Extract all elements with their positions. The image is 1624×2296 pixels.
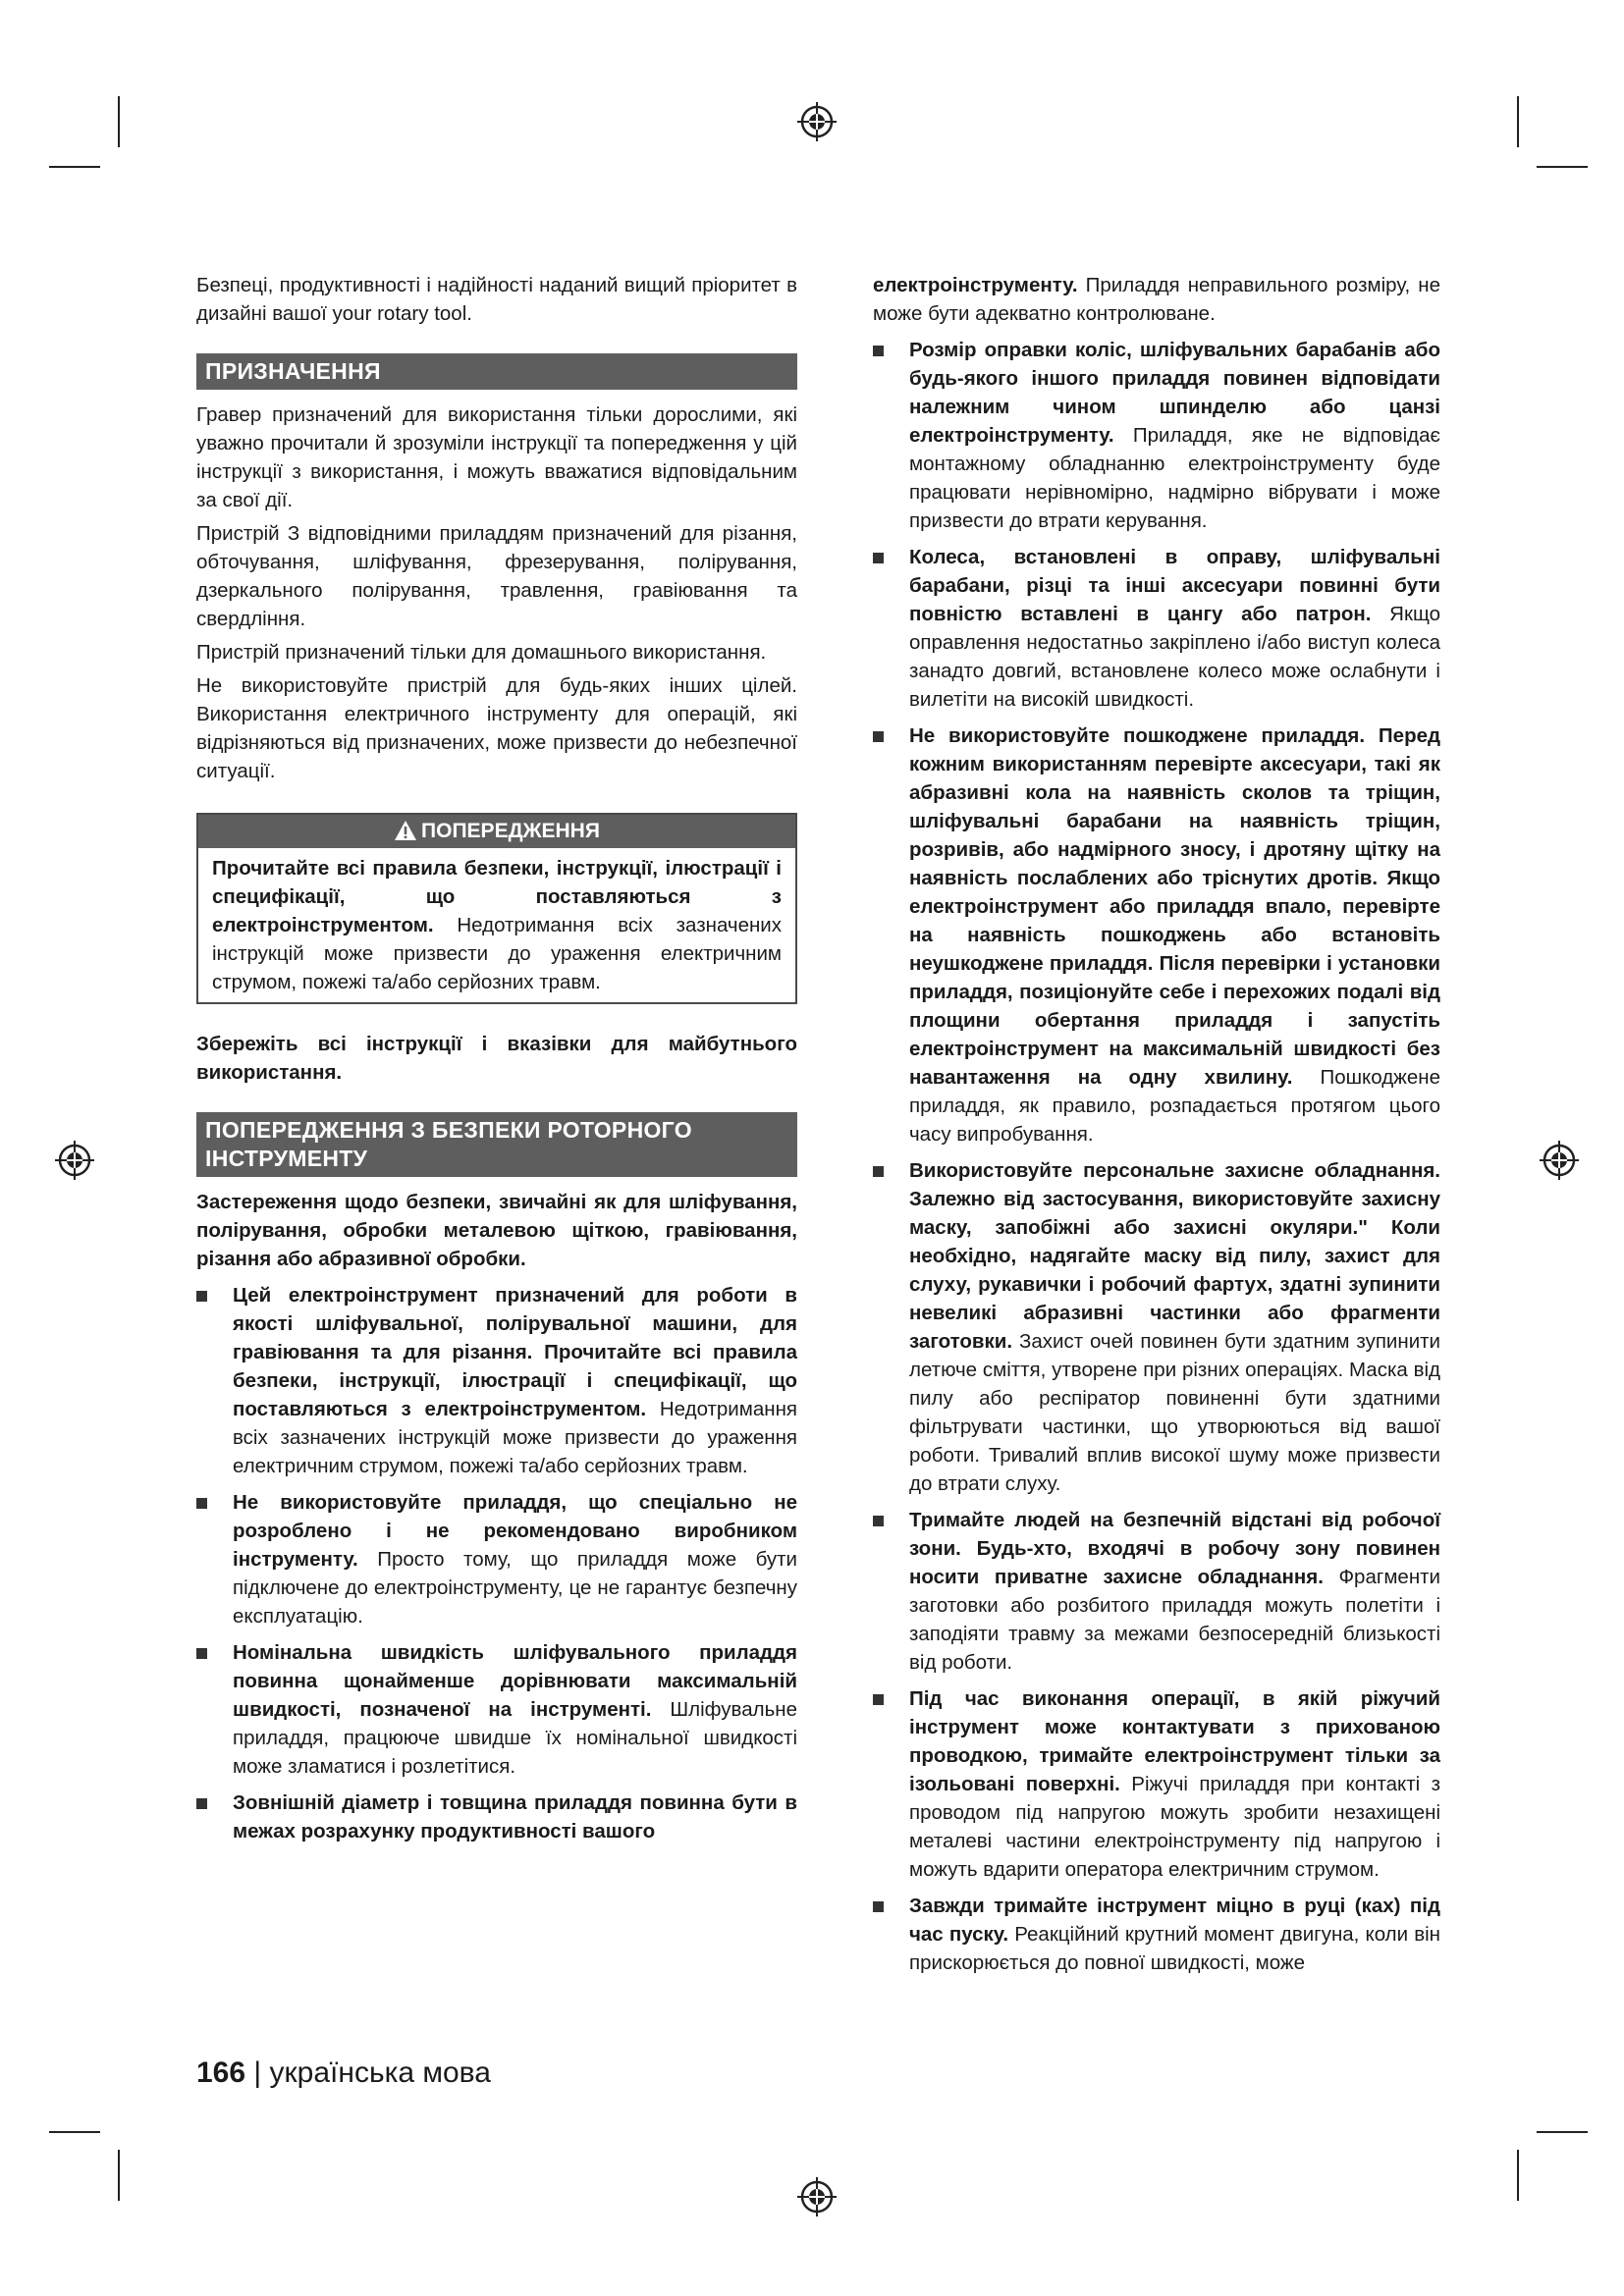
rotary-safety-list-continued <box>873 336 1440 1977</box>
purpose-paragraph: Гравер призначений для використання тільки дорослими, які уважно прочитали й зрозуміли інструкції та попередження у цій інструкції з використання, і можуть вважатися відповідальним за свої дії. <box>196 403 797 511</box>
footer-separator: | <box>253 2056 262 2089</box>
warning-triangle-icon <box>394 820 417 841</box>
page-number: 166 <box>196 2056 246 2089</box>
list-item: Завжди тримайте інструмент міцно в руці (ках) під час пуску. Реакційний крутний момент двигуна, коли він прискорюється до повної швидкості, може <box>873 1892 1440 1977</box>
warning-body <box>198 848 795 1002</box>
registration-mark-icon <box>795 2175 839 2218</box>
crop-mark <box>118 96 120 147</box>
list-item: Цей електроінструмент призначений для роботи в якості шліфувальної, полірувальної машини, для гравіювання та для різання. Прочитайте всі правила безпеки, інструкції, ілюстрації і специфікації, що поставляються з електроінструментом. Недотримання всіх зазначених інструкцій може призвести до ураження електричним струмом, пожежі та/або серйозних травм. <box>196 1281 797 1480</box>
list-item: Номінальна швидкість шліфувального приладдя повинна щонайменше дорівнювати максимальній швидкості, позначеної на інструменті. Шліфувальне приладдя, працююче швидше їх номінальної швидкості може зламатися і розлетітися. <box>196 1638 797 1781</box>
crop-mark <box>1537 166 1588 168</box>
save-instructions-note: Збережіть всі інструкції і вказівки для майбутнього використання. <box>196 1033 797 1084</box>
right-column <box>873 271 1440 1985</box>
list-item: Під час виконання операції, в якій ріжучий інструмент може контактувати з прихованою проводкою, тримайте електроінструмент тільки за ізольовані поверхні. Ріжучі приладдя при контакті з проводом під напругою можуть зробити незахищені металеві частини електроінструменту під напругою і можуть вдарити оператора електричним струмом. <box>873 1684 1440 1884</box>
crop-mark <box>118 2150 120 2201</box>
left-column <box>196 271 797 1853</box>
list-item: Використовуйте персональне захисне обладнання. Залежно від застосування, використовуйте захисну маску, запобіжні або захисні окуляри." Коли необхідно, надягайте маску від пилу, захист для слуху, рукавички і робочий фартух, здатні зупинити невеликі абразивні частинки або фрагменти заготовки. Захист очей повинен бути здатним зупинити летюче сміття, утворене при різних операціях. Маска від пилу або респіратор повиненні бути здатними фільтрувати частинки, що утворюються від вашої роботи. Тривалий вплив високої шуму може призвести до втрати слуху. <box>873 1156 1440 1498</box>
purpose-paragraph: Пристрій призначений тільки для домашнього використання. <box>196 641 767 664</box>
crop-mark <box>49 2131 100 2133</box>
purpose-paragraph: Не використовуйте пристрій для будь-яких інших цілей. Використання електричного інструменту для операцій, які відрізняються від призначених, може призвести до небезпечної ситуації. <box>196 674 797 782</box>
purpose-heading: ПРИЗНАЧЕННЯ <box>196 353 797 390</box>
warning-bold-text: Прочитайте всі правила безпеки, інструкції, ілюстрації і специфікації, що поставляються з електроінструментом. <box>212 857 782 936</box>
list-item: Розмір оправки коліс, шліфувальних барабанів або будь-якого іншого приладдя повинен відповідати належним чином шпинделю або цанзі електроінструменту. Приладдя, яке не відповідає монтажному обладнанню електроінструменту буде працювати нерівномірно, надмірно вібрувати і може призвести до втрати керування. <box>873 336 1440 535</box>
warning-text: Недотримання всіх зазначених інструкцій може призвести до ураження електричним струмом, пожежі та/або серйозних травм. <box>212 914 782 993</box>
footer-language: українська мова <box>269 2056 491 2089</box>
crop-mark <box>49 166 100 168</box>
registration-mark-icon <box>1538 1139 1581 1182</box>
intro-text: Безпеці, продуктивності і надійності наданий вищий пріоритет в дизайні вашої your rotary tool. <box>196 274 797 325</box>
list-item: Колеса, встановлені в оправу, шліфувальні барабани, різці та інші аксесуари повинні бути повністю вставлені в цангу або патрон. Якщо оправлення недостатньо закріплено і/або виступ колеса занадто довгий, встановлене колесо може ослабнути і вилетіти на високій швидкості. <box>873 543 1440 714</box>
crop-mark <box>1517 2150 1519 2201</box>
list-item: Тримайте людей на безпечній відстані від робочої зони. Будь-хто, входячі в робочу зону повинен носити приватне захисне обладнання. Фрагменти заготовки або розбитого приладдя можуть полетіти і заподіяти травму за межами безпосередній близькості від роботи. <box>873 1506 1440 1677</box>
page-footer <box>196 2056 491 2090</box>
warning-header <box>198 815 795 848</box>
list-item: Зовнішній діаметр і товщина приладдя повинна бути в межах розрахунку продуктивності вашого <box>196 1789 797 1845</box>
crop-mark <box>1517 96 1519 147</box>
continued-text: електроінструменту. Приладдя неправильного розміру, не може бути адекватно контролюване. <box>873 274 1440 325</box>
rotary-safety-list <box>196 1281 797 1845</box>
list-item: Не використовуйте приладдя, що спеціально не розроблено і не рекомендовано виробником інструменту. Просто тому, що приладдя може бути підключене до електроінструменту, це не гарантує безпечну експлуатацію. <box>196 1488 797 1630</box>
warning-title: ПОПЕРЕДЖЕННЯ <box>421 820 600 842</box>
purpose-paragraph: Пристрій З відповідними приладдям призначений для різання, обточування, шліфування, фрезерування, полірування, дзеркального полірування, травлення, гравіювання та свердління. <box>196 522 797 630</box>
rotary-safety-lead: Застереження щодо безпеки, звичайні як для шліфування, полірування, обробки металевою щіткою, гравіювання, різання або абразивної обробки. <box>196 1191 797 1270</box>
warning-box <box>196 813 797 1004</box>
registration-mark-icon <box>795 100 839 143</box>
list-item: Не використовуйте пошкоджене приладдя. Перед кожним використанням перевірте аксесуари, такі як абразивні кола на наявність сколов та тріщин, шліфувальні барабани на наявність тріщин, розривів, або надмірного зносу, і дротяну щітку на наявність послаблених або тріснутих дротів. Якщо електроінструмент або приладдя впало, перевірте на наявність пошкоджень або встановіть неушкоджене приладдя. Після перевірки і установки приладдя, позиціонуйте себе і перехожих подалі від площини обертання приладдя і запустіть електроінструмент на максимальній швидкості без навантаження на одну хвилину. Пошкоджене приладдя, як правило, розпадається протягом цього часу випробування. <box>873 721 1440 1148</box>
registration-mark-icon <box>53 1139 96 1182</box>
crop-mark <box>1537 2131 1588 2133</box>
rotary-safety-heading: ПОПЕРЕДЖЕННЯ З БЕЗПЕКИ РОТОРНОГО ІНСТРУМЕНТУ <box>196 1112 797 1177</box>
